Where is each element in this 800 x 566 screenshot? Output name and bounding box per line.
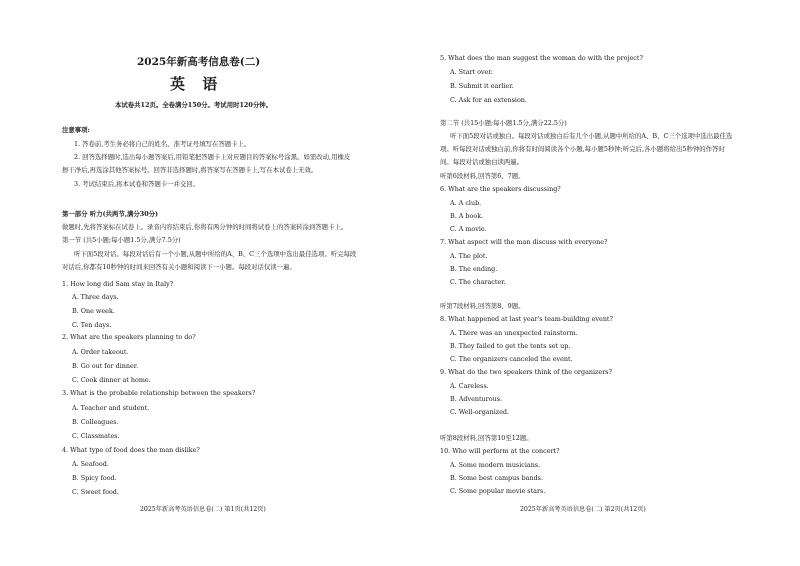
option: A. Order takeout.	[72, 348, 129, 356]
option: B. Adventurous.	[450, 395, 502, 403]
question: 5. What does the man suggest the woman do with the project?	[440, 54, 643, 62]
option: B. Colleagues.	[72, 418, 119, 426]
option: A. The plot.	[450, 252, 488, 260]
option: A. Three days.	[72, 293, 119, 301]
notice-line: 擦干净后,再选涂其他答案标号。回答非选择题时,将答案写在答题卡上,写在本试卷上无效。	[62, 166, 318, 174]
question: 9. What do the two speakers think of the organizers?	[440, 368, 612, 376]
option: B. A book.	[450, 212, 484, 220]
option: B. One week.	[72, 307, 115, 315]
subject-title: 英 语	[170, 75, 224, 93]
option: C. Some popular movie stars.	[450, 487, 546, 495]
option: A. Teacher and student.	[72, 404, 150, 412]
option: C. The character.	[450, 278, 506, 286]
option: C. Cook dinner at home.	[72, 376, 151, 384]
option: B. The ending.	[450, 265, 498, 273]
section2-intro: 项。听每段对话或独白前,你将有时间阅读各个小题,每小题5秒钟;听完后,各小题将给出5秒钟的作答时	[440, 145, 725, 153]
option: A. Seafood.	[72, 460, 109, 468]
part1-heading: 第一部分 听力(共两节,满分30分)	[62, 210, 159, 218]
question: 3. What is the probable relationship between the speakers?	[62, 389, 256, 397]
question: 10. Who will perform at the concert?	[440, 447, 560, 455]
option: C. Ten days.	[72, 321, 112, 329]
question: 2. What are the speakers planning to do?	[62, 333, 196, 341]
question: 1. How long did Sam stay in Italy?	[62, 280, 174, 288]
question: 4. What type of food does the man dislike?	[62, 446, 200, 454]
section2-intro: 听下面5段对话或独白。每段对话或独白后有几个小题,从题中所给的A、B、C三个选项中选出最佳选	[450, 132, 733, 140]
section2-heading: 第二节 (共15小题;每小题1.5分,满分22.5分)	[440, 119, 567, 127]
section1-intro: 听下面5段对话。每段对话后有一个小题,从题中所给的A、B、C三个选项中选出最佳选项。听完每段	[74, 250, 357, 258]
notice-line: 1. 答卷前,考生务必将自己的姓名、准考证号填写在答题卡上。	[74, 140, 251, 148]
exam-title: 2025年新高考信息卷(二)	[137, 56, 261, 68]
option: C. Well-organized.	[450, 408, 510, 416]
section1-intro: 对话后,你都有10秒钟的时间来回答有关小题和阅读下一小题。每段对话仅读一遍。	[62, 263, 296, 271]
page-footer: 2025年新高考英语信息卷(二) 第2页(共12页)	[520, 506, 646, 513]
option: A. A club.	[450, 199, 482, 207]
group-heading: 听第7段材料,回答第8、9题。	[440, 302, 525, 310]
question: 7. What aspect will the man discuss with everyone?	[440, 238, 608, 246]
option: C. A movie.	[450, 225, 487, 233]
option: C. Classmates.	[72, 432, 120, 440]
question: 8. What happened at last year's team-building event?	[440, 315, 613, 323]
option: A. There was an unexpected rainstorm.	[450, 329, 578, 337]
section1-heading: 第一节 (共5小题;每小题1.5分,满分7.5分)	[62, 236, 181, 244]
option: C. The organizers canceled the event.	[450, 355, 573, 363]
page-footer: 2025年新高考英语信息卷(二) 第1页(共12页)	[140, 506, 266, 513]
option: A. Careless.	[450, 382, 489, 390]
option: B. Go out for dinner.	[72, 362, 139, 370]
option: B. Spicy food.	[72, 474, 117, 482]
option: B. Submit it earlier.	[450, 82, 514, 90]
notice-line: 3. 考试结束后,将本试卷和答题卡一并交回。	[74, 180, 200, 188]
option: B. Some best campus bands.	[450, 474, 543, 482]
option: C. Ask for an extension.	[450, 96, 527, 104]
group-heading: 听第8段材料,回答第10至12题。	[440, 434, 533, 442]
option: A. Start over.	[450, 68, 493, 76]
option: B. They failed to get the tents set up.	[450, 342, 571, 350]
notice-heading: 注意事项:	[62, 126, 90, 134]
right-page	[400, 0, 800, 566]
part1-intro: 做题时,先将答案标在试卷上。录音内容结束后,你将有两分钟的时间将试卷上的答案转涂到答题卡上。	[62, 223, 348, 231]
section2-intro: 间。每段对话或独白读两遍。	[440, 158, 524, 166]
notice-line: 2. 回答选择题时,选出每小题答案后,用铅笔把答题卡上对应题目的答案标号涂黑。如需改动,用橡皮	[74, 153, 351, 161]
exam-info: 本试卷共12页。全卷满分150分。考试用时120分钟。	[115, 101, 272, 109]
option: C. Sweet food.	[72, 488, 119, 496]
question: 6. What are the speakers discussing?	[440, 185, 561, 193]
group-heading: 听第6段材料,回答第6、7题。	[440, 172, 525, 180]
option: A. Some modern musicians.	[450, 461, 541, 469]
